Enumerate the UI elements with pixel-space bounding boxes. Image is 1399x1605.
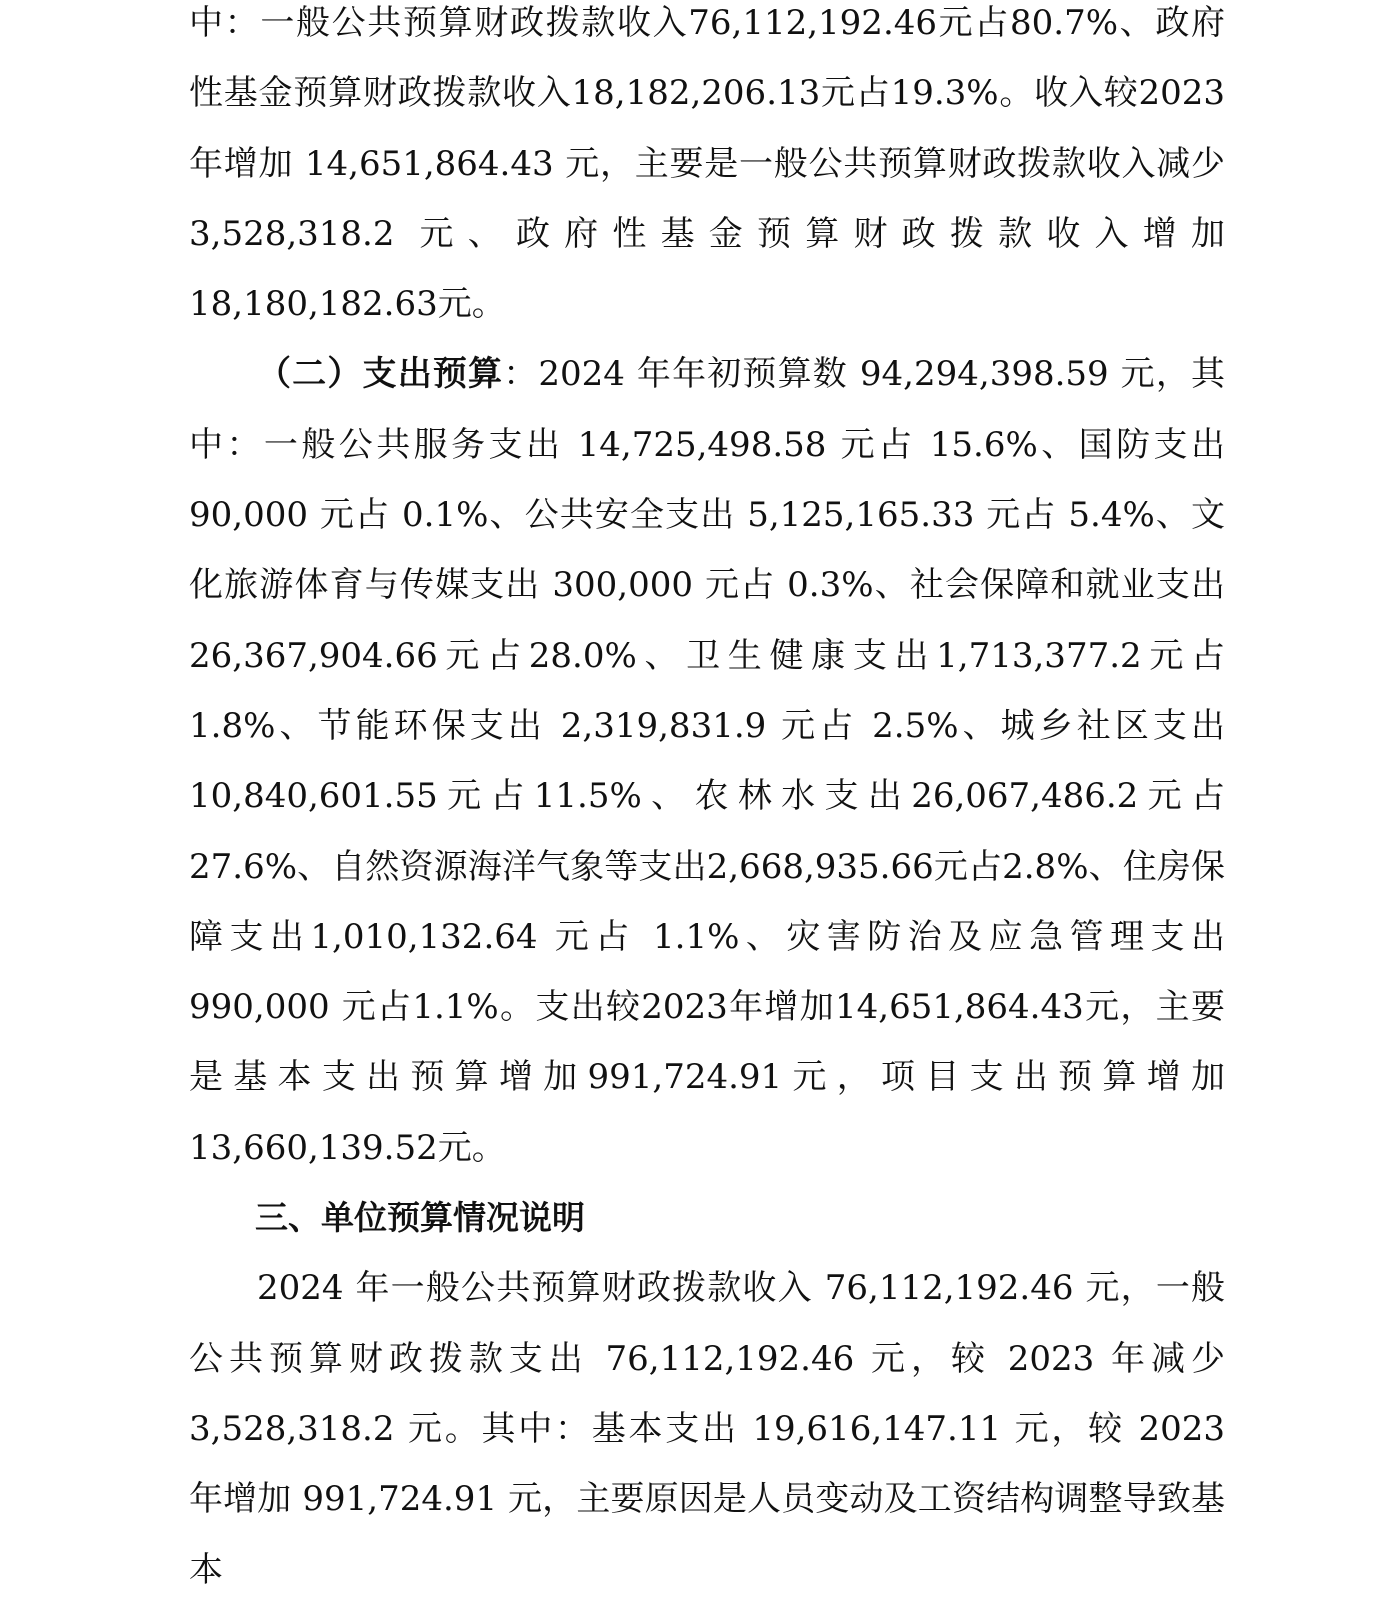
section-heading-text: 三、单位预算情况说明: [255, 1198, 585, 1238]
expenditure-body: ：2024 年年初预算数 94,294,398.59 元，其中：一般公共服务支出 14,725,498.58 元占 15.6%、国防支出90,000 元占 0.1%、公共安全支出 5,125,165.33 元占 5.4%、文化旅游体育与传媒支出 300,000 元占 0.3%、社会保障和就业支出26,367,904.66元占28.0%、卫生健康支出1,713,377.2元占1.8%、节能环保支出 2,319,831.9 元占 2.5%、城乡社区支出10,840,601.55元占11.5%、农林水支出26,067,486.2元占27.6%、自然资源海洋气象等支出2,668,935.66元占2.8%、住房保障支出1,010,132.64 元占 1.1%、灾害防治及应急管理支出 990,000 元占1.1%。支出较2023年增加14,651,864.43元，主要是基本支出预算增加991,724.91元，项目支出预算增加13,660,139.52元。: [189, 354, 1225, 1168]
expenditure-paragraph: [189, 339, 1225, 1183]
expenditure-label: （二）支出预算: [257, 354, 504, 395]
document-page: [189, 0, 1225, 1605]
income-paragraph: 中：一般公共预算财政拨款收入76,112,192.46元占80.7%、政府性基金预算财政拨款收入18,182,206.13元占19.3%。收入较2023年增加 14,651,864.43 元，主要是一般公共预算财政拨款收入减少 3,528,318.2 元、政府性基金预算财政拨款收入增加18,180,182.63元。: [189, 3, 1225, 325]
unit-budget-paragraph: 2024 年一般公共预算财政拨款收入 76,112,192.46 元，一般公共预算财政拨款支出 76,112,192.46 元，较 2023 年减少3,528,318.2 元。其中：基本支出 19,616,147.11 元，较 2023 年增加 991,724.91 元，主要原因是人员变动及工资结构调整导致基本: [189, 1268, 1225, 1590]
section-heading: [189, 1183, 1225, 1253]
